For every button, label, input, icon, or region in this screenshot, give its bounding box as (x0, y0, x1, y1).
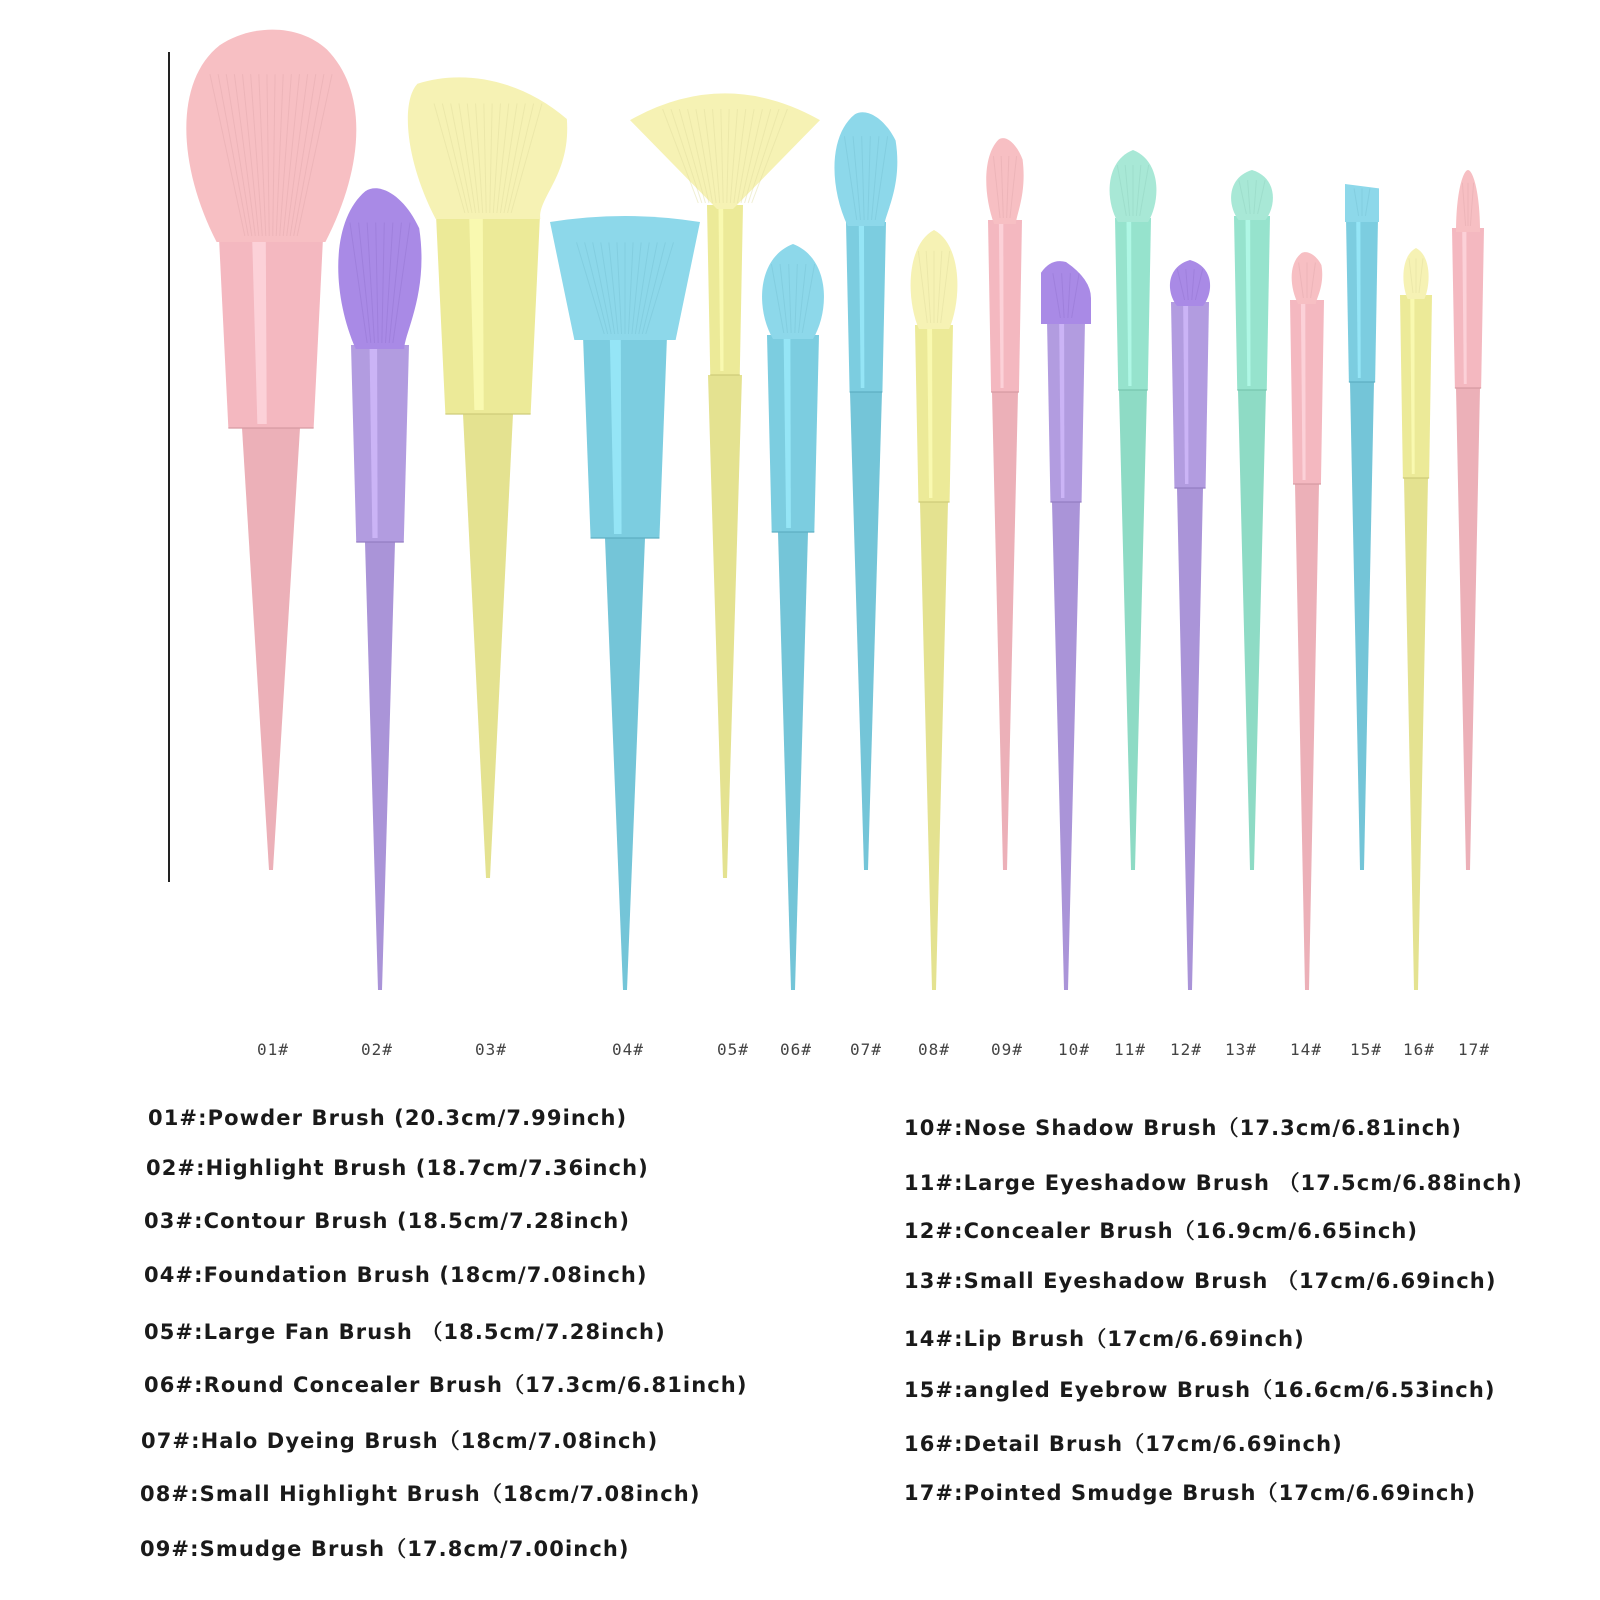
brush-number-label: 03# (475, 1040, 507, 1059)
brush-number-label: 16# (1403, 1040, 1435, 1059)
legend-item-05: 05#:Large Fan Brush （18.5cm/7.28inch) (144, 1320, 666, 1344)
brush-number-label: 07# (850, 1040, 882, 1059)
legend-item-12: 12#:Concealer Brush（16.9cm/6.65inch) (904, 1219, 1419, 1243)
brush-number-label: 08# (918, 1040, 950, 1059)
legend-item-13: 13#:Small Eyeshadow Brush （17cm/6.69inch) (904, 1269, 1497, 1293)
legend-item-07: 07#:Halo Dyeing Brush（18cm/7.08inch) (141, 1429, 659, 1453)
legend-item-04: 04#:Foundation Brush (18cm/7.08inch) (144, 1263, 648, 1287)
legend-item-02: 02#:Highlight Brush (18.7cm/7.36inch) (146, 1156, 649, 1180)
legend-item-06: 06#:Round Concealer Brush（17.3cm/6.81inch) (144, 1373, 748, 1397)
brush-number-label: 01# (257, 1040, 289, 1059)
brush-number-label: 10# (1058, 1040, 1090, 1059)
brush-number-label: 12# (1170, 1040, 1202, 1059)
legend-item-01: 01#:Powder Brush (20.3cm/7.99inch) (148, 1106, 628, 1130)
brush-number-label: 13# (1225, 1040, 1257, 1059)
legend-item-03: 03#:Contour Brush (18.5cm/7.28inch) (144, 1209, 631, 1233)
brush-number-label: 06# (780, 1040, 812, 1059)
legend-item-17: 17#:Pointed Smudge Brush（17cm/6.69inch) (904, 1481, 1477, 1505)
legend-item-14: 14#:Lip Brush（17cm/6.69inch) (904, 1327, 1305, 1351)
legend-item-11: 11#:Large Eyeshadow Brush （17.5cm/6.88inch) (904, 1171, 1523, 1195)
brush-number-label: 11# (1114, 1040, 1146, 1059)
brush-number-label: 04# (612, 1040, 644, 1059)
brush-number-label: 09# (991, 1040, 1023, 1059)
brush-number-label: 02# (361, 1040, 393, 1059)
legend-item-15: 15#:angled Eyebrow Brush（16.6cm/6.53inch) (904, 1378, 1496, 1402)
brush-number-label: 15# (1350, 1040, 1382, 1059)
brush-number-label: 05# (717, 1040, 749, 1059)
legend-item-08: 08#:Small Highlight Brush（18cm/7.08inch) (140, 1482, 701, 1506)
legend-item-09: 09#:Smudge Brush（17.8cm/7.00inch) (140, 1537, 630, 1561)
legend-item-10: 10#:Nose Shadow Brush（17.3cm/6.81inch) (904, 1116, 1463, 1140)
legend-item-16: 16#:Detail Brush（17cm/6.69inch) (904, 1432, 1343, 1456)
brush-number-label: 14# (1290, 1040, 1322, 1059)
brush-number-label: 17# (1458, 1040, 1490, 1059)
